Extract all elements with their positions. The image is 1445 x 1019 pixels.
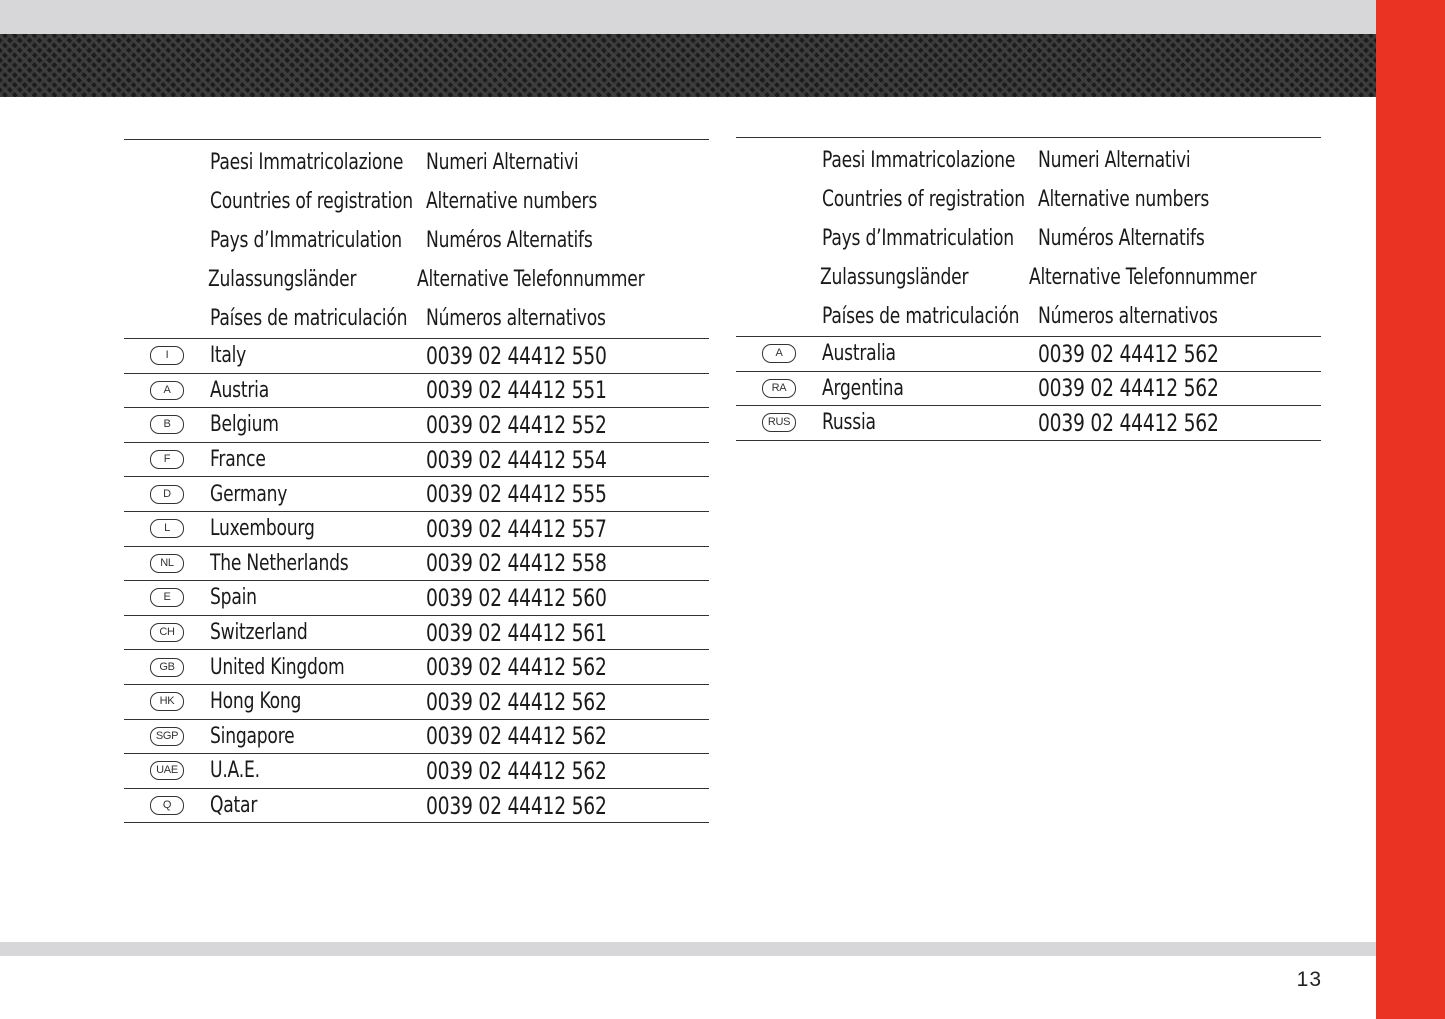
table-row <box>124 374 709 409</box>
phone-number: 0039 02 44412 557 <box>426 514 607 543</box>
phone-number: 0039 02 44412 552 <box>426 410 607 439</box>
country-name: The Netherlands <box>210 550 349 576</box>
country-code-badge: F <box>150 450 184 469</box>
header-country-label: Zulassungsländer <box>819 265 968 290</box>
header-number-label: Numeri Alternativi <box>1038 148 1191 173</box>
country-code-cell <box>124 796 210 815</box>
phone-number: 0039 02 44412 562 <box>1038 339 1219 368</box>
country-code-badge: RA <box>762 379 796 398</box>
header-country-label: Países de matriculación <box>822 304 1020 329</box>
country-name: Singapore <box>210 723 295 749</box>
country-name: Luxembourg <box>210 516 315 542</box>
country-code-badge: B <box>150 415 184 434</box>
header-row <box>736 141 1321 180</box>
red-side-strip <box>1376 0 1445 1019</box>
phone-number: 0039 02 44412 560 <box>426 583 607 612</box>
table-row <box>124 408 709 443</box>
header-row <box>736 219 1321 258</box>
header-country-label: Países de matriculación <box>210 306 408 331</box>
bottom-gray-band <box>0 942 1376 956</box>
header-number-label: Numéros Alternatifs <box>426 228 593 253</box>
country-code-cell <box>124 623 210 642</box>
header-country-label: Countries of registration <box>210 189 413 214</box>
header-country-label: Countries of registration <box>822 187 1025 212</box>
table-row <box>736 406 1321 441</box>
phone-table-right <box>736 137 1321 441</box>
country-code-badge: D <box>150 485 184 504</box>
country-code-badge: HK <box>150 692 184 711</box>
header-country-label: Pays d’Immatriculation <box>210 228 402 253</box>
country-code-badge: Q <box>150 796 184 815</box>
top-gray-band <box>0 0 1376 34</box>
table-header <box>124 139 709 339</box>
table-row <box>124 616 709 651</box>
header-row <box>124 143 709 182</box>
table-row <box>124 789 709 824</box>
header-country-label: Paesi Immatricolazione <box>210 150 404 175</box>
country-code-cell <box>124 519 210 538</box>
phone-number: 0039 02 44412 562 <box>426 722 607 751</box>
header-row <box>124 221 709 260</box>
country-code-cell <box>124 554 210 573</box>
country-name: Argentina <box>822 375 904 401</box>
country-code-badge: GB <box>150 658 184 677</box>
header-number-label: Alternative numbers <box>426 189 598 214</box>
country-code-cell <box>124 450 210 469</box>
country-name: U.A.E. <box>210 758 260 784</box>
country-name: Spain <box>210 585 257 611</box>
country-code-badge: RUS <box>762 413 796 432</box>
country-code-cell <box>736 413 822 432</box>
phone-table-left <box>124 139 709 823</box>
phone-number: 0039 02 44412 555 <box>426 480 607 509</box>
country-name: Switzerland <box>210 620 308 646</box>
table-row <box>124 547 709 582</box>
table-row <box>736 372 1321 407</box>
country-code-cell <box>124 485 210 504</box>
table-row <box>124 581 709 616</box>
header-row <box>124 260 709 299</box>
table-row <box>736 337 1321 372</box>
header-row <box>736 258 1321 297</box>
header-row <box>736 180 1321 219</box>
country-code-cell <box>124 415 210 434</box>
phone-number: 0039 02 44412 558 <box>426 549 607 578</box>
country-name: United Kingdom <box>210 654 345 680</box>
phone-number: 0039 02 44412 562 <box>426 791 607 820</box>
phone-number: 0039 02 44412 562 <box>426 653 607 682</box>
country-name: Russia <box>822 410 876 436</box>
page-number: 13 <box>1296 968 1322 991</box>
country-code-cell <box>124 381 210 400</box>
country-code-badge: L <box>150 519 184 538</box>
header-number-label: Numéros Alternatifs <box>1038 226 1205 251</box>
header-country-label: Pays d’Immatriculation <box>822 226 1014 251</box>
country-code-cell <box>124 692 210 711</box>
phone-number: 0039 02 44412 562 <box>1038 374 1219 403</box>
country-code-badge: A <box>150 381 184 400</box>
phone-number: 0039 02 44412 562 <box>1038 408 1219 437</box>
country-code-badge: A <box>762 344 796 363</box>
phone-number: 0039 02 44412 562 <box>426 687 607 716</box>
table-row <box>124 720 709 755</box>
country-code-cell <box>736 344 822 363</box>
country-name: Australia <box>822 341 896 367</box>
country-code-cell <box>124 658 210 677</box>
country-name: Belgium <box>210 412 279 438</box>
country-name: Germany <box>210 481 288 507</box>
table-row <box>124 512 709 547</box>
header-country-label: Zulassungsländer <box>207 267 356 292</box>
header-number-label: Alternative Telefonnummer <box>417 267 645 292</box>
phone-number: 0039 02 44412 551 <box>426 376 607 405</box>
country-name: France <box>210 447 266 473</box>
header-number-label: Números alternativos <box>426 306 606 331</box>
header-row <box>124 299 709 338</box>
phone-number: 0039 02 44412 562 <box>426 756 607 785</box>
table-row <box>124 685 709 720</box>
country-name: Italy <box>210 343 247 369</box>
phone-number: 0039 02 44412 550 <box>426 341 607 370</box>
table-row <box>124 754 709 789</box>
country-code-badge: E <box>150 588 184 607</box>
country-code-cell <box>124 761 210 780</box>
phone-number: 0039 02 44412 561 <box>426 618 607 647</box>
table-header <box>736 137 1321 337</box>
header-number-label: Números alternativos <box>1038 304 1218 329</box>
country-code-badge: CH <box>150 623 184 642</box>
carbon-fiber-banner <box>0 34 1376 97</box>
table-row <box>124 339 709 374</box>
header-number-label: Numeri Alternativi <box>426 150 579 175</box>
country-code-badge: I <box>150 346 184 365</box>
header-row <box>736 297 1321 336</box>
header-country-label: Paesi Immatricolazione <box>822 148 1016 173</box>
table-row <box>124 443 709 478</box>
country-name: Qatar <box>210 793 258 819</box>
header-row <box>124 182 709 221</box>
phone-number: 0039 02 44412 554 <box>426 445 607 474</box>
country-code-cell <box>736 379 822 398</box>
country-code-badge: NL <box>150 554 184 573</box>
table-row <box>124 650 709 685</box>
country-code-cell <box>124 588 210 607</box>
country-code-cell <box>124 346 210 365</box>
country-name: Hong Kong <box>210 689 302 715</box>
country-code-badge: SGP <box>150 727 184 746</box>
header-number-label: Alternative numbers <box>1038 187 1210 212</box>
country-code-cell <box>124 727 210 746</box>
country-code-badge: UAE <box>150 761 184 780</box>
country-name: Austria <box>210 377 269 403</box>
header-number-label: Alternative Telefonnummer <box>1029 265 1257 290</box>
table-row <box>124 477 709 512</box>
